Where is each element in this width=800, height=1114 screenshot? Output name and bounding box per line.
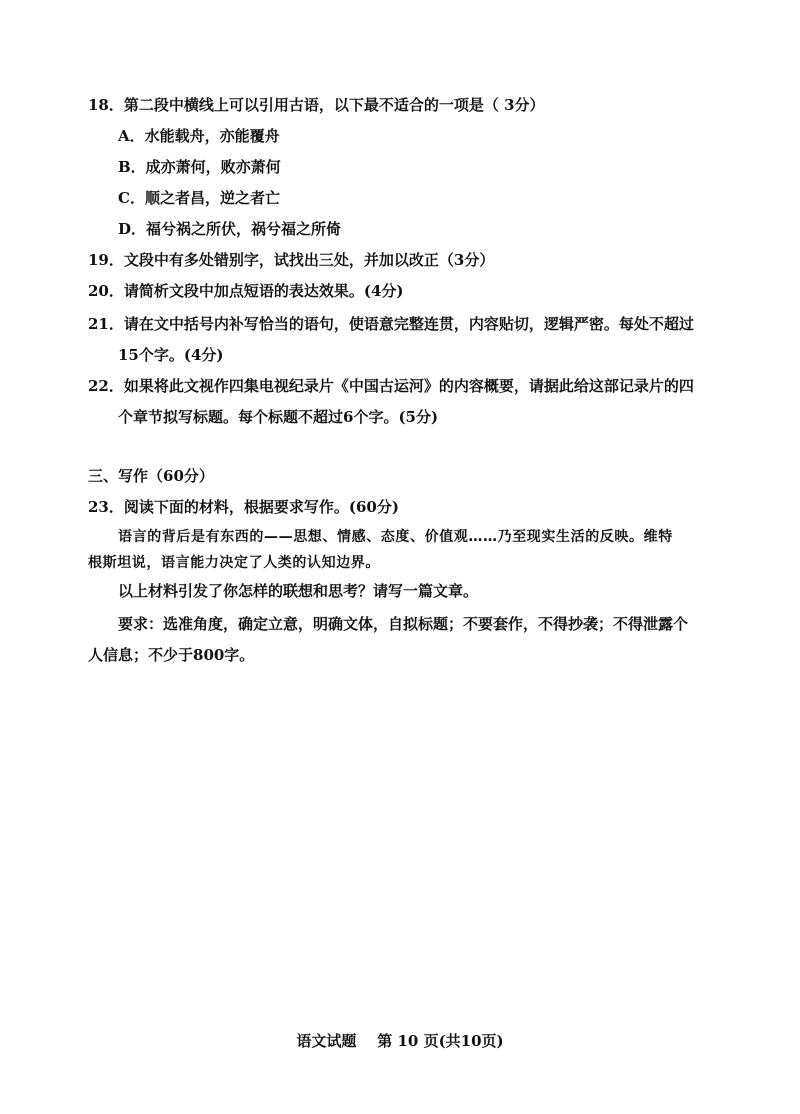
question-21-line-1: 21．请在文中括号内补写恰当的语句，使语意完整连贯，内容贴切，逻辑严密。每处不超过 bbox=[88, 315, 694, 333]
question-18-option-c: C．顺之者昌，逆之者亡 bbox=[118, 189, 280, 207]
question-18-option-b: B．成亦萧何，败亦萧何 bbox=[118, 158, 281, 176]
question-19: 19．文段中有多处错别字，试找出三处，并加以改正（3分） bbox=[88, 251, 495, 269]
writing-prompt: 以上材料引发了你怎样的联想和思考？请写一篇文章。 bbox=[118, 582, 479, 600]
question-18-option-a: A．水能载舟，亦能覆舟 bbox=[118, 127, 280, 145]
question-18-option-d: D．福兮祸之所伏，祸兮福之所倚 bbox=[118, 220, 342, 238]
question-22-line-1: 22．如果将此文视作四集电视纪录片《中国古运河》的内容概要，请据此给这部记录片的四 bbox=[88, 377, 694, 395]
question-22-line-2: 个章节拟写标题。每个标题不超过6个字。(5分) bbox=[118, 408, 439, 426]
material-line-2: 根斯坦说，语言能力决定了人类的认知边界。 bbox=[88, 555, 380, 571]
page-footer: 语文试题 第 10 页(共10页) bbox=[296, 1032, 504, 1050]
requirement-line-1: 要求：选准角度，确定立意，明确文体，自拟标题；不要套作，不得抄袭；不得泄露个 bbox=[118, 615, 689, 633]
question-20: 20．请简析文段中加点短语的表达效果。(4分) bbox=[88, 282, 404, 300]
requirement-line-2: 人信息；不少于800字。 bbox=[88, 646, 255, 664]
material-line-1: 语言的背后是有东西的——思想、情感、态度、价值观……乃至现实生活的反映。维特 bbox=[118, 529, 673, 545]
question-18-stem: 18．第二段中横线上可以引用古语，以下最不适合的一项是（ 3分） bbox=[88, 96, 545, 114]
question-23: 23．阅读下面的材料，根据要求写作。(60分) bbox=[88, 498, 399, 516]
question-21-line-2: 15个字。(4分) bbox=[118, 346, 224, 364]
section-3-heading: 三、写作（60分） bbox=[88, 467, 214, 485]
